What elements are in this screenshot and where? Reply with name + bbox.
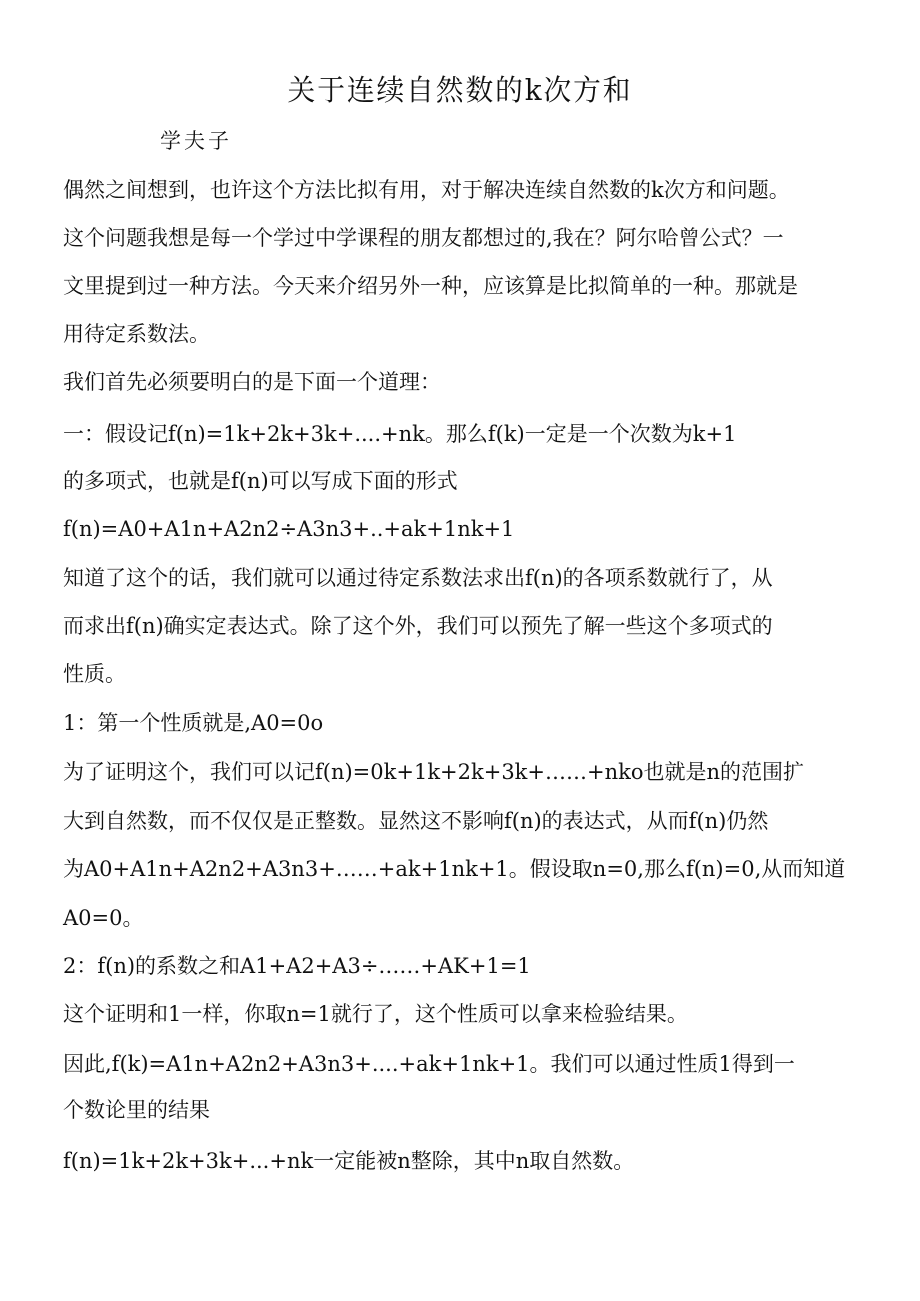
body-line-16: A0=0。 bbox=[63, 906, 144, 930]
body-line-2: 这个问题我想是每一个学过中学课程的朋友都想过的,我在？阿尔哈曾公式？一 bbox=[63, 226, 784, 250]
body-line-10: 而求出f(n)确实定表达式。除了这个外，我们可以预先了解一些这个多项式的 bbox=[63, 614, 773, 638]
body-line-5: 我们首先必须要明白的是下面一个道理： bbox=[63, 370, 441, 394]
body-line-14: 大到自然数，而不仅仅是正整数。显然这不影响f(n)的表达式，从而f(n)仍然 bbox=[63, 809, 769, 833]
body-line-18: 这个证明和1一样，你取n=1就行了，这个性质可以拿来检验结果。 bbox=[63, 1002, 688, 1026]
body-line-20: 个数论里的结果 bbox=[63, 1098, 210, 1122]
document-title: 关于连续自然数的k次方和 bbox=[287, 73, 633, 107]
body-line-19: 因此,f(k)=A1n+A2n2+A3n3+....+ak+1nk+1。我们可以通过性质1得到一 bbox=[63, 1052, 795, 1076]
formula-line: f(n)=A0+A1n+A2n2÷A3n3+..+ak+1nk+1 bbox=[63, 517, 515, 541]
body-line-15: 为A0+A1n+A2n2+A3n3+……+ak+1nk+1。假设取n=0,那么f(n)=0,从而知道 bbox=[63, 857, 846, 881]
body-line-9: 知道了这个的话，我们就可以通过待定系数法求出f(n)的各项系数就行了，从 bbox=[63, 566, 773, 590]
property-2-heading: 2：f(n)的系数之和A1+A2+A3÷……+AK+1=1 bbox=[63, 954, 531, 978]
author-name: 学夫子 bbox=[160, 129, 232, 153]
body-line-1: 偶然之间想到，也许这个方法比拟有用，对于解决连续自然数的k次方和问题。 bbox=[63, 178, 790, 202]
body-line-3: 文里提到过一种方法。今天来介绍另外一种，应该算是比拟简单的一种。那就是 bbox=[63, 274, 798, 298]
body-line-4: 用待定系数法。 bbox=[63, 322, 210, 346]
body-line-13: 为了证明这个，我们可以记f(n)=0k+1k+2k+3k+……+nko也就是n的范围扩 bbox=[63, 760, 805, 784]
body-line-7: 的多项式，也就是f(n)可以写成下面的形式 bbox=[63, 469, 458, 493]
property-1-heading: 1：第一个性质就是,A0=0o bbox=[63, 711, 324, 735]
body-line-11: 性质。 bbox=[63, 662, 126, 686]
body-line-21: f(n)=1k+2k+3k+...+nk一定能被n整除，其中n取自然数。 bbox=[63, 1149, 635, 1173]
body-line-6: 一：假设记f(n)=1k+2k+3k+....+nk。那么f(k)一定是一个次数为k+1 bbox=[63, 422, 737, 446]
